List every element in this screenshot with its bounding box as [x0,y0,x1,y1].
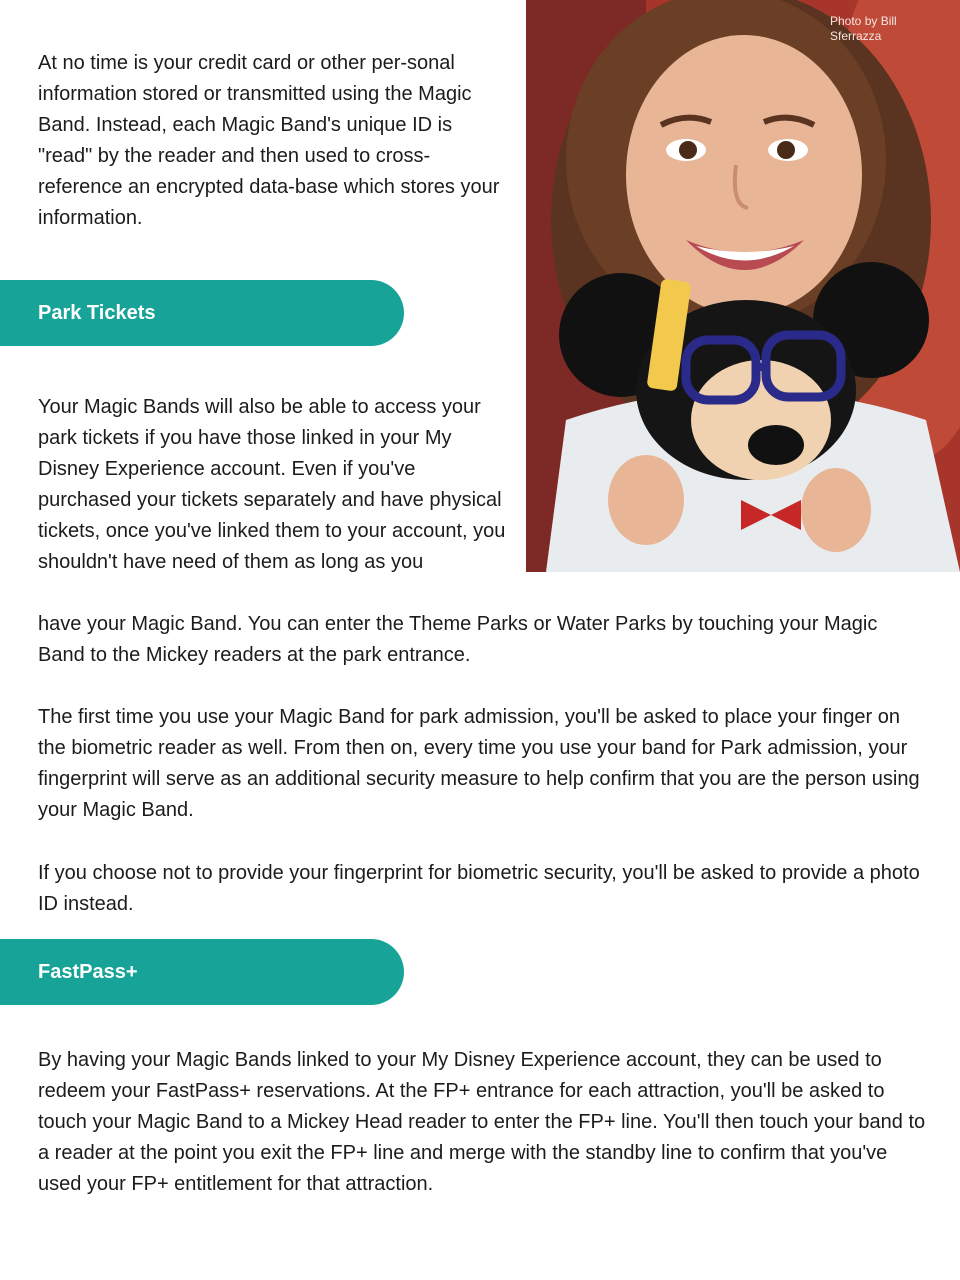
park-tickets-paragraph-3: If you choose not to provide your fingerprint for biometric security, you'll be asked to provide a photo ID instead. [38,862,920,915]
section-heading-label: Park Tickets [38,301,156,324]
section-heading-label: FastPass+ [38,960,138,983]
fastpass-paragraph-1: By having your Magic Bands linked to your My Disney Experience account, they can be used to redeem your FastPass+ reservations. At the FP+ entrance for each attraction, you'll be asked to touch your Magic Band to a Mickey Head reader to enter the FP+ line. You'll then touch your band to a reader at the point you exit the FP+ line and merge with the standby line to confirm that you've used your FP+ entitlement for that attraction. [38,1049,926,1195]
photo-illustration [526,0,960,572]
photo-girl-with-plush [526,0,960,572]
park-tickets-paragraph-1b: have your Magic Band. You can enter the Theme Parks or Water Parks by touching your Magic Band to the Mickey readers at the park entrance. [38,613,878,666]
section-heading-park-tickets [0,280,404,346]
intro-paragraph: At no time is your credit card or other per-sonal information stored or transmitted using the Magic Band. Instead, each Magic Band's unique ID is "read" by the reader and then used to cross-reference an encrypted data-base which stores your information. [38,52,500,229]
section-heading-fastpass [0,939,404,1005]
park-tickets-paragraph-1a: Your Magic Bands will also be able to access your park tickets if you have those linked in your My Disney Experience account. Even if you've purchased your tickets separately and have physical tickets, once you've linked them to your account, you shouldn't have need of them as long as you [38,396,506,573]
photo-credit: Photo by Bill Sferrazza [830,14,897,43]
park-tickets-paragraph-2: The first time you use your Magic Band for park admission, you'll be asked to place your finger on the biometric reader as well. From then on, every time you use your band for Park admission, your fingerprint will serve as an additional security measure to help confirm that you are the person using your Magic Band. [38,706,920,821]
